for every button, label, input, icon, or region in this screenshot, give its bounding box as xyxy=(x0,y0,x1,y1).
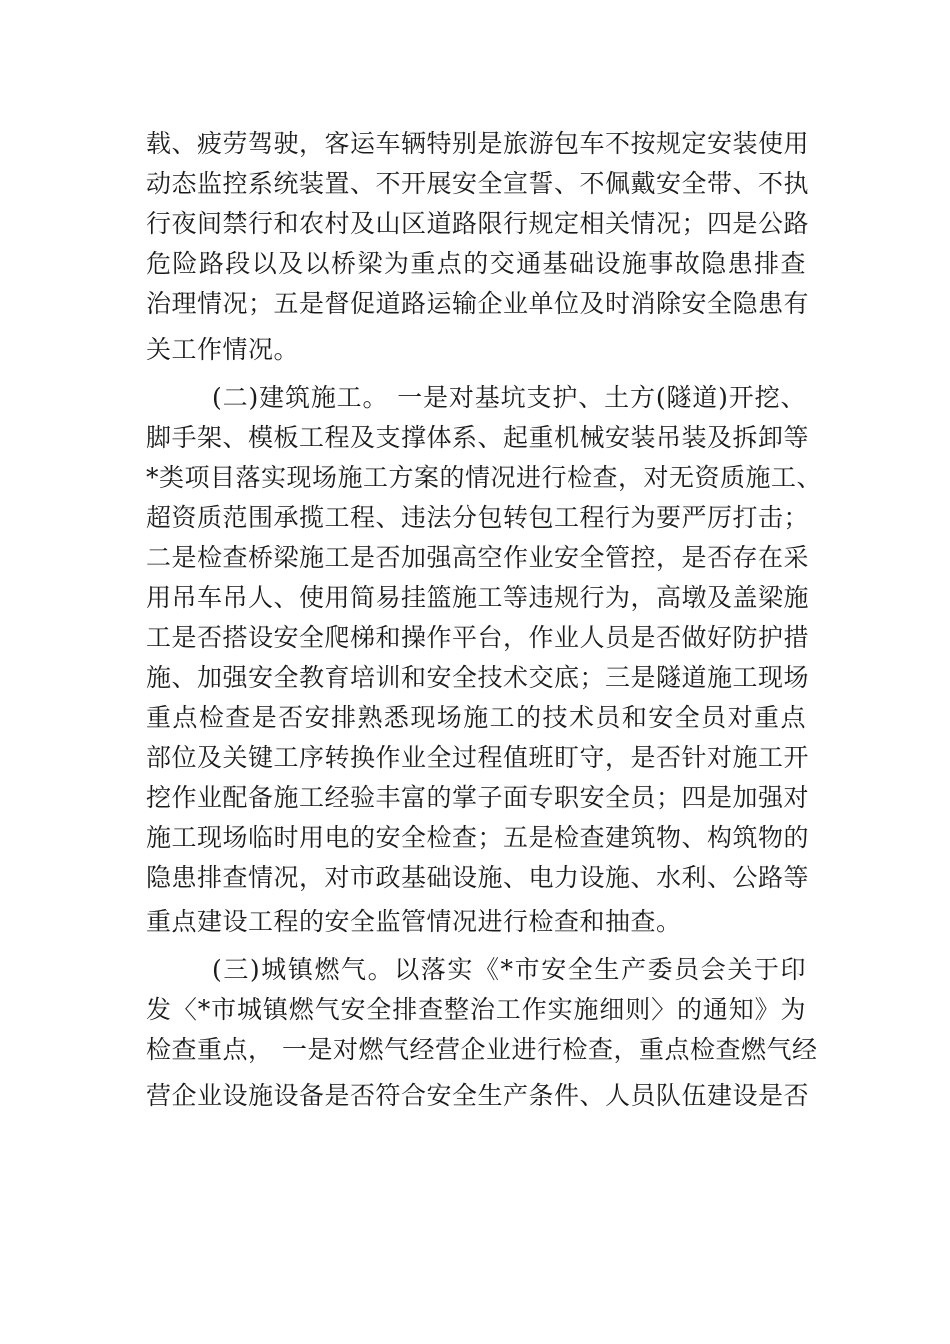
section-heading-line: (三)城镇燃气。以落实《*市安全生产委员会关于印 xyxy=(212,955,806,984)
text-line: 施工现场临时用电的安全检查；五是检查建筑物、构筑物的 xyxy=(146,823,810,852)
text-line: 危险路段以及以桥梁为重点的交通基础设施事故隐患排查 xyxy=(146,249,806,278)
text-line: *类项目落实现场施工方案的情况进行检查，对无资质施工、 xyxy=(146,463,823,492)
text-line: 用吊车吊人、使用简易挂篮施工等违规行为，高墩及盖梁施 xyxy=(146,583,810,612)
text-line: 治理情况；五是督促道路运输企业单位及时消除安全隐患有 xyxy=(146,289,810,318)
text-line: 施、加强安全教育培训和安全技术交底；三是隧道施工现场 xyxy=(146,663,810,692)
text-line: 发〈*市城镇燃气安全排查整治工作实施细则〉的通知》为 xyxy=(146,995,806,1024)
paragraph-end-line: 关工作情况。 xyxy=(146,335,300,364)
section-heading-line: (二)建筑施工。 一是对基坑支护、土方(隧道)开挖、 xyxy=(212,383,806,412)
text-line: 动态监控系统装置、不开展安全宣誓、不佩戴安全带、不执 xyxy=(146,169,810,198)
text-line: 行夜间禁行和农村及山区道路限行规定相关情况；四是公路 xyxy=(146,209,810,238)
text-line: 检查重点， 一是对燃气经营企业进行检查，重点检查燃气经 xyxy=(146,1035,818,1064)
text-line: 隐患排查情况，对市政基础设施、电力设施、水利、公路等 xyxy=(146,863,810,892)
text-line: 超资质范围承揽工程、违法分包转包工程行为要严厉打击； xyxy=(146,503,810,532)
text-line: 重点检查是否安排熟悉现场施工的技术员和安全员对重点 xyxy=(146,703,806,732)
text-line: 营企业设施设备是否符合安全生产条件、人员队伍建设是否 xyxy=(146,1081,810,1110)
text-line: 挖作业配备施工经验丰富的掌子面专职安全员；四是加强对 xyxy=(146,783,810,812)
text-line: 载、疲劳驾驶，客运车辆特别是旅游包车不按规定安装使用 xyxy=(146,129,810,158)
text-line: 部位及关键工序转换作业全过程值班盯守，是否针对施工开 xyxy=(146,743,810,772)
paragraph-end-line: 重点建设工程的安全监管情况进行检查和抽查。 xyxy=(146,907,682,936)
text-line: 二是检查桥梁施工是否加强高空作业安全管控，是否存在采 xyxy=(146,543,810,572)
text-line: 脚手架、模板工程及支撑体系、起重机械安装吊装及拆卸等 xyxy=(146,423,810,452)
text-line: 工是否搭设安全爬梯和操作平台，作业人员是否做好防护措 xyxy=(146,623,810,652)
